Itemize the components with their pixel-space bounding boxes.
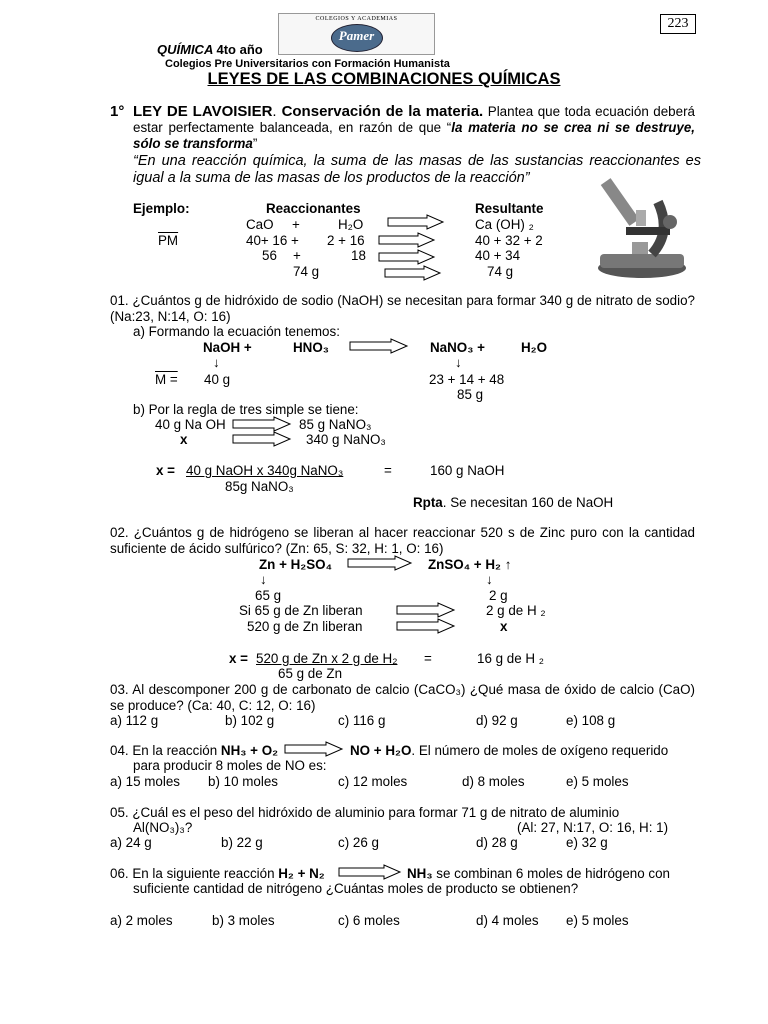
q02-mass-2: 2 g <box>489 588 508 603</box>
q01-answer: Rpta. Se necesitan 160 de NaOH <box>413 495 614 510</box>
q01-p2: H₂O <box>521 340 548 355</box>
q01-m-label: M = <box>155 372 178 387</box>
q04-option-c: c) 12 moles <box>338 774 408 789</box>
q02-x-result: 16 g de H ₂ <box>477 651 544 666</box>
q01-m-val: 40 g <box>204 372 231 387</box>
products-header: Resultante <box>475 201 544 216</box>
q04-line1-rest: NO + H₂O. El número de moles de oxígeno requerido <box>350 743 669 758</box>
law-statement: “En una reacción química, la suma de las masas de las sustancias reaccionantes es igual a la suma de las masas de los productos de la reacción” <box>133 153 701 186</box>
reaction-arrow-icon <box>396 618 456 634</box>
q06-option-e: e) 5 moles <box>566 913 629 928</box>
ex-row4-a: 74 g <box>293 264 320 279</box>
q02-x-numerator: 520 g de Zn x 2 g de H₂ <box>256 651 398 666</box>
q04-line2: para producir 8 moles de NO es: <box>133 758 327 773</box>
q01-x-result: 160 g NaOH <box>430 463 505 478</box>
logo-word: Pamer <box>338 28 375 43</box>
q01-text: 01. ¿Cuántos g de hidróxido de sodio (NaOH) se necesitan para formar 340 g de nitrato de sodio? (Na:23, N:14, O: 16) <box>110 293 695 324</box>
q02-reactants: Zn + H₂SO₄ <box>259 557 332 572</box>
reaction-arrow-icon <box>338 864 402 880</box>
example-label: Ejemplo: <box>133 201 190 216</box>
reaction-arrow-icon <box>378 232 436 248</box>
q01-rule-r1: 85 g NaNO₃ <box>299 417 372 432</box>
ex-row1-c: Ca (OH) ₂ <box>475 217 534 232</box>
ex-row2-b: 2 + 16 <box>327 233 365 248</box>
q03-option-d: d) 92 g <box>476 713 518 728</box>
ex-row3-b: 18 <box>351 248 366 263</box>
reaction-arrow-icon <box>232 431 292 447</box>
q02-rule-r1: 2 g de H ₂ <box>486 603 546 618</box>
q06-option-b: b) 3 moles <box>212 913 275 928</box>
q01-m-prod: 23 + 14 + 48 <box>429 372 505 387</box>
q06-option-a: a) 2 moles <box>110 913 173 928</box>
q06-line2: suficiente cantidad de nitrógeno ¿Cuántas moles de producto se obtienen? <box>133 881 579 896</box>
reaction-arrow-icon <box>284 741 344 757</box>
reaction-arrow-icon <box>232 416 292 432</box>
reaction-arrow-icon <box>349 338 409 354</box>
reactants-header: Reaccionantes <box>266 201 361 216</box>
q01-r2: HNO₃ <box>293 340 329 355</box>
q06-option-d: d) 4 moles <box>476 913 539 928</box>
ex-pm-label: $\overline{PM}$ <box>158 233 179 248</box>
reaction-arrow-icon <box>387 214 445 230</box>
q02-x-label: x = <box>229 651 248 666</box>
law-paragraph: LEY DE LAVOISIER. Conservación de la materia. Plantea que toda ecuación deberá estar perfectamente balanceada, en razón de que “la materia no se crea ni se destruye, sólo se transforma” <box>133 103 695 151</box>
q01-x-denominator: 85g NaNO₃ <box>225 479 294 494</box>
q04-option-b: b) 10 moles <box>208 774 278 789</box>
school-name: Colegios Pre Universitarios con Formación Humanista <box>165 58 450 70</box>
ex-row3-plus: + <box>293 248 301 263</box>
ex-row2-a: 40+ 16 + <box>246 233 299 248</box>
q02-x-equals: = <box>424 651 432 666</box>
q06-line1-rest: NH₃ se combinan 6 moles de hidrógeno con <box>407 866 671 881</box>
q01-m-prod-total: 85 g <box>457 387 484 402</box>
q01-rule-l2: x <box>180 432 188 447</box>
q02-down-arrow-2: ↓ <box>486 572 493 587</box>
ex-row2-c: 40 + 32 + 2 <box>475 233 543 248</box>
q05-line2b: (Al: 27, N:17, O: 16, H: 1) <box>517 820 669 835</box>
law-heading: 1° <box>110 103 125 120</box>
q01-p1: NaNO₃ + <box>430 340 485 355</box>
q01-x-numerator: 40 g NaOH x 340g NaNO₃ <box>186 463 344 478</box>
ex-row3-a: 56 <box>262 248 277 263</box>
q04-option-a: a) 15 moles <box>110 774 180 789</box>
q01-rule-l1: 40 g Na OH <box>155 417 226 432</box>
q05-option-a: a) 24 g <box>110 835 152 850</box>
q03-option-a: a) 112 g <box>110 713 159 728</box>
q05-option-c: c) 26 g <box>338 835 379 850</box>
q03-text: 03. Al descomponer 200 g de carbonato de calcio (CaCO₃) ¿Qué masa de óxido de calcio (CaO) se produce? (Ca: 40, C: 12, O: 16) <box>110 682 695 713</box>
reaction-arrow-icon <box>384 265 442 281</box>
reaction-arrow-icon <box>378 249 436 265</box>
page-number: 223 <box>660 14 696 34</box>
school-logo <box>278 13 435 55</box>
q04-option-e: e) 5 moles <box>566 774 629 789</box>
ex-row3-c: 40 + 34 <box>475 248 521 263</box>
q02-products: ZnSO₄ + H₂ ↑ <box>428 557 512 572</box>
ex-row4-c: 74 g <box>487 264 514 279</box>
q01-b-label: b) Por la regla de tres simple se tiene: <box>133 402 359 417</box>
q02-rule-l2: 520 g de Zn liberan <box>247 619 363 634</box>
page-title: LEYES DE LAS COMBINACIONES QUÍMICAS <box>207 70 561 88</box>
q01-down-arrow-2: ↓ <box>455 355 462 370</box>
q04-line1: 04. En la reacción NH₃ + O₂ <box>110 743 279 758</box>
q06-line1: 06. En la siguiente reacción H₂ + N₂ <box>110 866 325 881</box>
q01-r1: NaOH + <box>203 340 252 355</box>
ex-row1-a: CaO <box>246 217 274 232</box>
q05-line1: 05. ¿Cuál es el peso del hidróxido de aluminio para formar 71 g de nitrato de aluminio <box>110 805 620 820</box>
q02-x-denominator: 65 g de Zn <box>278 666 343 681</box>
q02-down-arrow-1: ↓ <box>260 572 267 587</box>
q01-x-equals: = <box>384 463 392 478</box>
q05-option-b: b) 22 g <box>221 835 263 850</box>
subject-label: QUÍMICA 4to año <box>157 42 263 57</box>
logo-top-text: COLEGIOS Y ACADEMIAS <box>315 16 398 22</box>
q02-mass-1: 65 g <box>255 588 282 603</box>
q02-rule-l1: Si 65 g de Zn liberan <box>239 603 363 618</box>
q01-a-label: a) Formando la ecuación tenemos: <box>133 324 340 339</box>
q02-text: 02. ¿Cuántos g de hidrógeno se liberan al hacer reaccionar 520 s de Zinc puro con la cantidad suficiente de ácido sulfúrico? (Zn: 65, S: 32, H: 1, O: 16) <box>110 525 695 556</box>
q06-option-c: c) 6 moles <box>338 913 400 928</box>
q05-line2a: Al(NO₃)₃? <box>133 820 193 835</box>
q01-rule-r2: 340 g NaNO₃ <box>306 432 386 447</box>
q05-option-e: e) 32 g <box>566 835 608 850</box>
q01-down-arrow-1: ↓ <box>213 355 220 370</box>
q03-option-c: c) 116 g <box>338 713 386 728</box>
q05-option-d: d) 28 g <box>476 835 518 850</box>
q03-option-e: e) 108 g <box>566 713 616 728</box>
reaction-arrow-icon <box>347 555 413 571</box>
q04-option-d: d) 8 moles <box>462 774 525 789</box>
q03-option-b: b) 102 g <box>225 713 275 728</box>
reaction-arrow-icon <box>396 602 456 618</box>
ex-row1-plus: + <box>292 217 300 232</box>
microscope-icon <box>592 172 692 282</box>
ex-row1-b: H₂O <box>338 217 364 232</box>
q01-x-label: x = <box>156 463 175 478</box>
q02-rule-r2: x <box>500 619 508 634</box>
